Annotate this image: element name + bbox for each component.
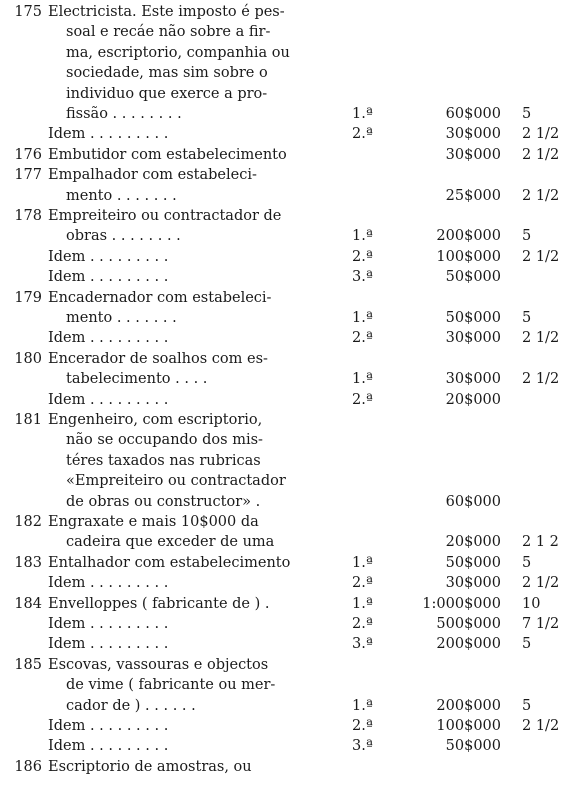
item-description: Embutidor com estabelecimento (48, 146, 287, 163)
class-ordinal: 3.ª (352, 636, 373, 653)
table-row (0, 390, 567, 410)
item-description: Empalhador com estabeleci- (48, 167, 257, 184)
tax-amount: 30$000 (445, 146, 501, 163)
item-description: soal e recáe não sobre a fir- (66, 24, 271, 41)
item-description: não se occupando dos mis- (66, 432, 263, 449)
item-description: sociedade, mas sim sobre o (66, 65, 268, 82)
table-row (0, 226, 567, 246)
table-row (0, 410, 567, 430)
item-description: Escovas, vassouras e objectos (48, 656, 269, 673)
percentage: 2 1/2 (522, 330, 560, 347)
percentage: 5 (522, 228, 532, 245)
item-description: Idem . . . . . . . . . (48, 269, 169, 286)
table-row (0, 594, 567, 614)
table-row (0, 2, 567, 22)
item-description: «Empreiteiro ou contractador (66, 473, 286, 490)
percentage: 5 (522, 636, 532, 653)
table-row (0, 471, 567, 491)
item-description: cadeira que exceder de uma (66, 534, 275, 551)
percentage: 5 (522, 554, 532, 571)
tax-amount: 30$000 (445, 126, 501, 143)
class-ordinal: 2.ª (352, 575, 373, 592)
item-description: de vime ( fabricante ou mer- (66, 677, 276, 694)
item-description: Idem . . . . . . . . . (48, 616, 169, 632)
tax-amount: 100$000 (436, 248, 501, 265)
item-description: cador de ) . . . . . . (66, 697, 196, 714)
class-ordinal: 1.ª (352, 228, 373, 245)
item-description: de obras ou constructor» . (66, 493, 261, 510)
class-ordinal: 2.ª (352, 616, 373, 632)
item-number: 175 (14, 4, 42, 20)
tax-amount: 30$000 (445, 330, 501, 347)
table-row (0, 492, 567, 512)
item-description: Idem . . . . . . . . . (48, 126, 169, 143)
item-number: 176 (14, 146, 42, 163)
table-row (0, 308, 567, 328)
tax-amount: 30$000 (445, 575, 501, 592)
item-description: fissão . . . . . . . . (66, 106, 182, 122)
table-row (0, 532, 567, 552)
table-row (0, 22, 567, 42)
tax-amount: 500$000 (436, 616, 501, 632)
percentage: 5 (522, 310, 532, 326)
table-row (0, 696, 567, 716)
item-description: individuo que exerce a pro- (66, 85, 268, 102)
item-description: Entalhador com estabelecimento (48, 554, 291, 571)
tax-amount: 60$000 (445, 493, 501, 510)
table-row (0, 430, 567, 450)
table-row (0, 512, 567, 532)
class-ordinal: 1.ª (352, 106, 373, 122)
percentage: 2 1/2 (522, 248, 560, 265)
item-description: tabelecimento . . . . (66, 371, 208, 388)
table-row (0, 165, 567, 185)
class-ordinal: 1.ª (352, 697, 373, 714)
tax-amount: 50$000 (445, 738, 501, 755)
table-row (0, 716, 567, 736)
table-row (0, 634, 567, 654)
table-row (0, 736, 567, 756)
table-row (0, 675, 567, 695)
class-ordinal: 3.ª (352, 269, 373, 286)
table-row (0, 655, 567, 675)
percentage: 2 1/2 (522, 187, 560, 204)
item-number: 186 (14, 758, 42, 775)
tax-amount: 1:000$000 (422, 595, 501, 612)
item-number: 184 (14, 595, 42, 612)
percentage: 2 1/2 (522, 146, 560, 163)
item-number: 177 (14, 167, 42, 184)
tax-amount: 50$000 (445, 310, 501, 326)
percentage: 2 1/2 (522, 126, 560, 143)
table-row (0, 206, 567, 226)
item-description: Idem . . . . . . . . . (48, 738, 169, 755)
tax-amount: 50$000 (445, 554, 501, 571)
tax-amount: 20$000 (445, 391, 501, 408)
table-row (0, 124, 567, 144)
class-ordinal: 3.ª (352, 738, 373, 755)
item-description: Encadernador com estabeleci- (48, 289, 272, 306)
item-description: Engenheiro, com escriptorio, (48, 412, 263, 428)
item-description: Encerador de soalhos com es- (48, 350, 268, 367)
item-number: 178 (14, 208, 42, 224)
class-ordinal: 2.ª (352, 718, 373, 734)
table-row (0, 247, 567, 267)
class-ordinal: 1.ª (352, 371, 373, 388)
table-row (0, 63, 567, 83)
percentage: 5 (522, 697, 532, 714)
tax-amount: 30$000 (445, 371, 501, 388)
percentage: 7 1/2 (522, 616, 560, 632)
class-ordinal: 2.ª (352, 248, 373, 265)
item-description: Electricista. Este imposto é pes- (48, 4, 285, 20)
percentage: 10 (522, 595, 541, 612)
tax-amount: 200$000 (436, 697, 501, 714)
item-number: 181 (14, 412, 42, 428)
percentage: 2 1/2 (522, 575, 560, 592)
class-ordinal: 2.ª (352, 391, 373, 408)
class-ordinal: 1.ª (352, 595, 373, 612)
table-row (0, 614, 567, 634)
item-description: obras . . . . . . . . (66, 228, 181, 245)
table-row (0, 451, 567, 471)
item-description: Engraxate e mais 10$000 da (48, 514, 259, 530)
table-row (0, 84, 567, 104)
table-row (0, 288, 567, 308)
item-number: 185 (14, 656, 42, 673)
item-number: 183 (14, 554, 42, 571)
item-description: Empreiteiro ou contractador de (48, 208, 282, 224)
class-ordinal: 2.ª (352, 330, 373, 347)
table-row (0, 104, 567, 124)
item-description: Envelloppes ( fabricante de ) . (48, 595, 270, 612)
tax-amount: 25$000 (445, 187, 501, 204)
item-description: ma, escriptorio, companhia ou (66, 44, 290, 61)
class-ordinal: 1.ª (352, 554, 373, 571)
percentage: 5 (522, 106, 532, 122)
table-row (0, 328, 567, 348)
percentage: 2 1/2 (522, 718, 560, 734)
item-description: mento . . . . . . . (66, 310, 177, 326)
class-ordinal: 1.ª (352, 310, 373, 326)
item-description: Idem . . . . . . . . . (48, 575, 169, 592)
item-number: 179 (14, 289, 42, 306)
tax-amount: 100$000 (436, 718, 501, 734)
item-description: Idem . . . . . . . . . (48, 248, 169, 265)
table-row (0, 145, 567, 165)
table-row (0, 267, 567, 287)
item-number: 182 (14, 514, 42, 530)
table-row (0, 573, 567, 593)
item-description: mento . . . . . . . (66, 187, 177, 204)
item-description: Escriptorio de amostras, ou (48, 758, 252, 775)
percentage: 2 1 2 (522, 534, 559, 551)
item-description: Idem . . . . . . . . . (48, 391, 169, 408)
item-description: téres taxados nas rubricas (66, 452, 261, 469)
tax-amount: 200$000 (436, 636, 501, 653)
table-row (0, 43, 567, 63)
item-description: Idem . . . . . . . . . (48, 636, 169, 653)
item-description: Idem . . . . . . . . . (48, 718, 169, 734)
tax-amount: 200$000 (436, 228, 501, 245)
table-row (0, 757, 567, 777)
item-number: 180 (14, 350, 42, 367)
percentage: 2 1/2 (522, 371, 560, 388)
class-ordinal: 2.ª (352, 126, 373, 143)
tax-amount: 20$000 (445, 534, 501, 551)
tax-amount: 60$000 (445, 106, 501, 122)
tax-amount: 50$000 (445, 269, 501, 286)
table-row (0, 349, 567, 369)
table-row (0, 186, 567, 206)
table-row (0, 553, 567, 573)
item-description: Idem . . . . . . . . . (48, 330, 169, 347)
table-row (0, 369, 567, 389)
